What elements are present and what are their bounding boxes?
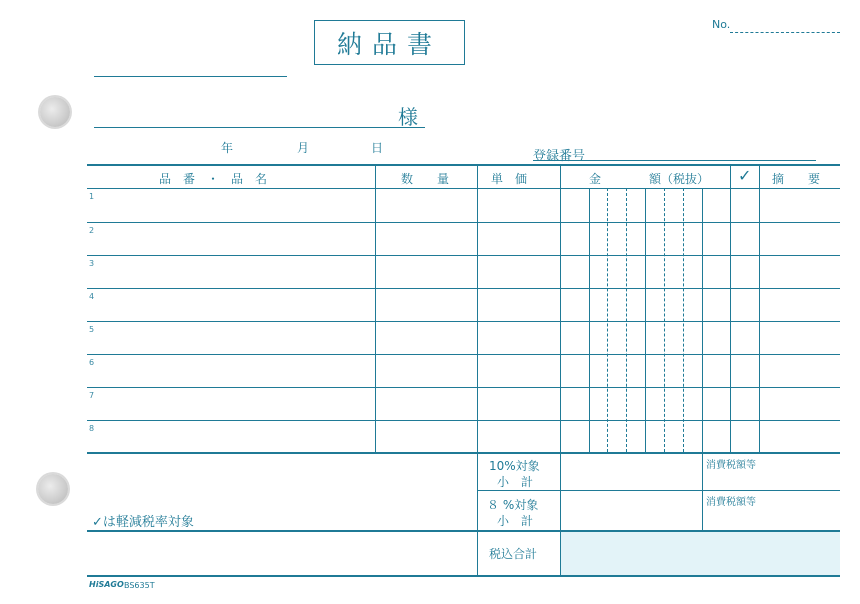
row-number: 7: [89, 391, 95, 400]
summary-tax-divider: [702, 452, 703, 530]
form-code: BS635T: [124, 581, 155, 590]
row-separator-6: [87, 387, 840, 388]
row-separator-1: [87, 222, 840, 223]
amount-digit-divider: [607, 188, 608, 452]
column-header-quantity: 数 量: [401, 172, 450, 186]
summary-separator-1: [477, 490, 840, 491]
column-header-unit-price: 単 価: [491, 172, 528, 186]
amount-digit-divider: [683, 188, 684, 452]
row-separator-4: [87, 321, 840, 322]
amount-digit-divider: [626, 188, 627, 452]
column-divider-check-right: [759, 165, 760, 452]
column-divider-amount: [560, 165, 561, 576]
row-number: 1: [89, 192, 95, 201]
amount-digit-divider: [645, 188, 646, 452]
no-field-line[interactable]: [730, 32, 840, 33]
tax-amount-label-8: 消費税額等: [706, 497, 756, 508]
column-divider-quantity: [375, 165, 376, 452]
table-bottom-border: [87, 575, 840, 577]
column-divider-unit-price: [477, 165, 478, 576]
punch-hole-top: [40, 97, 70, 127]
row-number: 2: [89, 226, 95, 235]
row-number: 4: [89, 292, 95, 301]
rate10-subtotal-label: 小 計: [497, 475, 534, 489]
brand-logo: HiSAGO: [89, 580, 124, 589]
column-header-amount: 金 額（税抜）: [589, 172, 710, 186]
table-top-border: [87, 164, 840, 166]
rate8-subtotal-label: 小 計: [497, 514, 534, 528]
document-title: 納品書: [314, 20, 465, 65]
no-label: No.: [712, 18, 731, 31]
registration-label: 登録番号: [533, 149, 586, 164]
rate10-label: 10%対象: [489, 459, 540, 473]
column-header-note: 摘 要: [772, 172, 821, 186]
row-separator-3: [87, 288, 840, 289]
column-header-item: 品 番 ・ 品 名: [159, 172, 268, 186]
row-separator-7: [87, 420, 840, 421]
amount-digit-divider: [664, 188, 665, 452]
recipient-line-2[interactable]: [94, 127, 425, 128]
table-items-bottom: [87, 452, 840, 454]
row-separator-2: [87, 255, 840, 256]
recipient-line-1[interactable]: [94, 76, 287, 77]
row-number: 5: [89, 325, 95, 334]
column-divider-check-left: [730, 165, 731, 452]
amount-digit-divider: [589, 188, 590, 452]
tax-amount-label-10: 消費税額等: [706, 460, 756, 471]
row-number: 8: [89, 424, 95, 433]
total-label: 税込合計: [489, 547, 538, 561]
amount-digit-divider: [702, 188, 703, 452]
date-day-label: 日: [371, 141, 384, 155]
row-number: 3: [89, 259, 95, 268]
punch-hole-bottom: [38, 474, 68, 504]
rate8-label: ８ %対象: [487, 498, 539, 512]
row-number: 6: [89, 358, 95, 367]
date-month-label: 月: [297, 141, 310, 155]
honorific: 様: [398, 105, 418, 129]
date-year-label: 年: [221, 141, 234, 155]
row-separator-5: [87, 354, 840, 355]
registration-line[interactable]: [533, 160, 816, 161]
table-header-bottom: [87, 188, 840, 189]
total-amount-field[interactable]: [561, 532, 840, 575]
reduced-rate-note: ✓は軽減税率対象: [92, 515, 194, 530]
column-header-check-icon: ✓: [738, 166, 752, 185]
